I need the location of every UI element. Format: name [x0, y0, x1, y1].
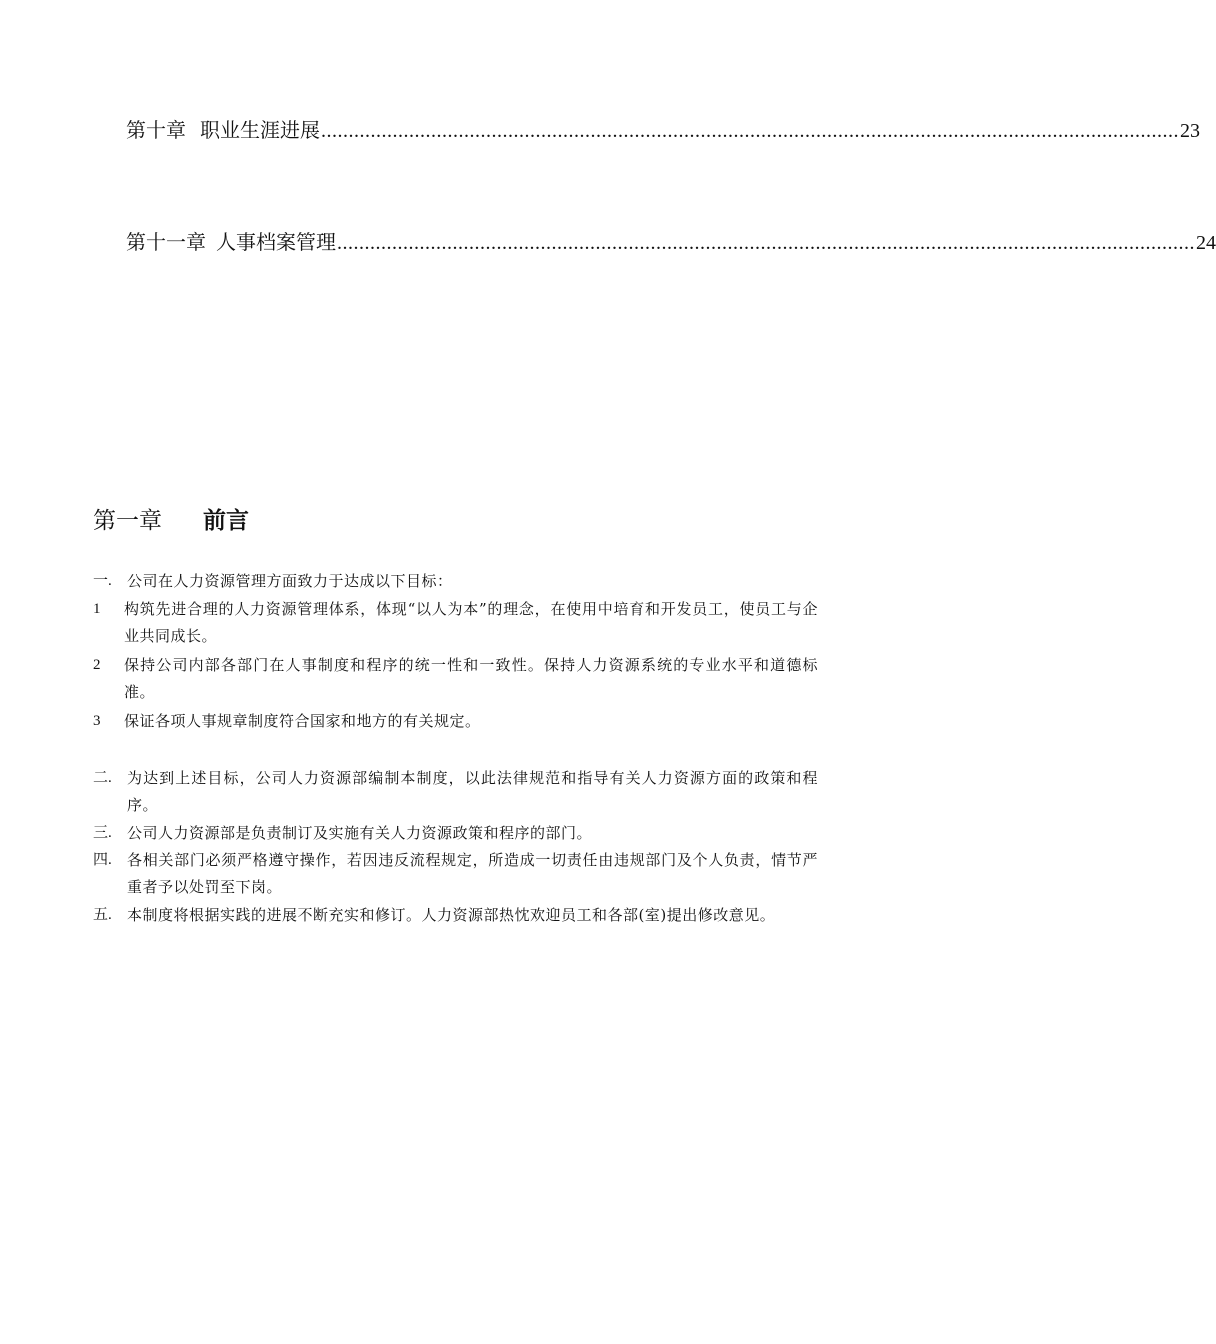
paragraph-intro	[93, 568, 818, 595]
toc-entry-chapter-11[interactable]	[126, 229, 1216, 256]
toc-entry-title	[126, 117, 320, 143]
paragraph-three	[93, 820, 818, 847]
paragraph-five	[93, 902, 818, 929]
chapter-title: 前言	[203, 507, 249, 534]
paragraph-text: 保证各项人事规章制度符合国家和地方的有关规定。	[124, 712, 481, 730]
toc-chapter-number: 第十一章	[126, 230, 206, 254]
paragraph-text: 本制度将根据实践的进展不断充实和修订。人力资源部热忱欢迎员工和各部(室)提出修改意见。	[127, 906, 776, 924]
paragraph-text: 公司在人力资源管理方面致力于达成以下目标：	[127, 572, 453, 590]
toc-leader-dots: ............................................................................................................................................................	[337, 232, 1195, 254]
toc-chapter-title: 职业生涯进展	[200, 118, 320, 142]
paragraph-text: 各相关部门必须严格遵守操作，若因违反流程规定，所造成一切责任由违规部门及个人负责，情节严重者予以处罚至下岗。	[127, 851, 818, 896]
chapter-number: 第一章	[93, 508, 162, 534]
list-marker: 三.	[93, 825, 112, 841]
list-marker: 1	[93, 601, 101, 617]
list-item-goal-2	[93, 652, 818, 706]
list-item-goal-1	[93, 596, 818, 650]
paragraph-four	[93, 847, 818, 901]
toc-page-number: 24	[1196, 232, 1216, 254]
toc-page-number: 23	[1180, 120, 1200, 142]
toc-entry-chapter-10[interactable]	[126, 117, 1200, 144]
list-item-goal-3	[93, 708, 818, 735]
toc-leader-dots: ............................................................................................................................................................	[321, 120, 1179, 142]
chapter-heading	[93, 506, 249, 536]
list-marker: 五.	[93, 907, 112, 923]
list-marker: 二.	[93, 770, 112, 786]
paragraph-text: 构筑先进合理的人力资源管理体系，体现“以人为本”的理念，在使用中培育和开发员工，使员工与企业共同成长。	[124, 600, 818, 645]
paragraph-two	[93, 765, 818, 819]
toc-chapter-title: 人事档案管理	[216, 230, 336, 254]
list-marker: 3	[93, 713, 101, 729]
paragraph-text: 为达到上述目标，公司人力资源部编制本制度，以此法律规范和指导有关人力资源方面的政策和程序。	[127, 769, 818, 814]
list-marker: 一.	[93, 573, 112, 589]
paragraph-text: 公司人力资源部是负责制订及实施有关人力资源政策和程序的部门。	[127, 824, 593, 842]
list-marker: 四.	[93, 852, 112, 868]
toc-entry-title	[126, 229, 336, 255]
toc-chapter-number: 第十章	[126, 118, 186, 142]
list-marker: 2	[93, 657, 101, 673]
paragraph-text: 保持公司内部各部门在人事制度和程序的统一性和一致性。保持人力资源系统的专业水平和道德标准。	[124, 656, 818, 701]
